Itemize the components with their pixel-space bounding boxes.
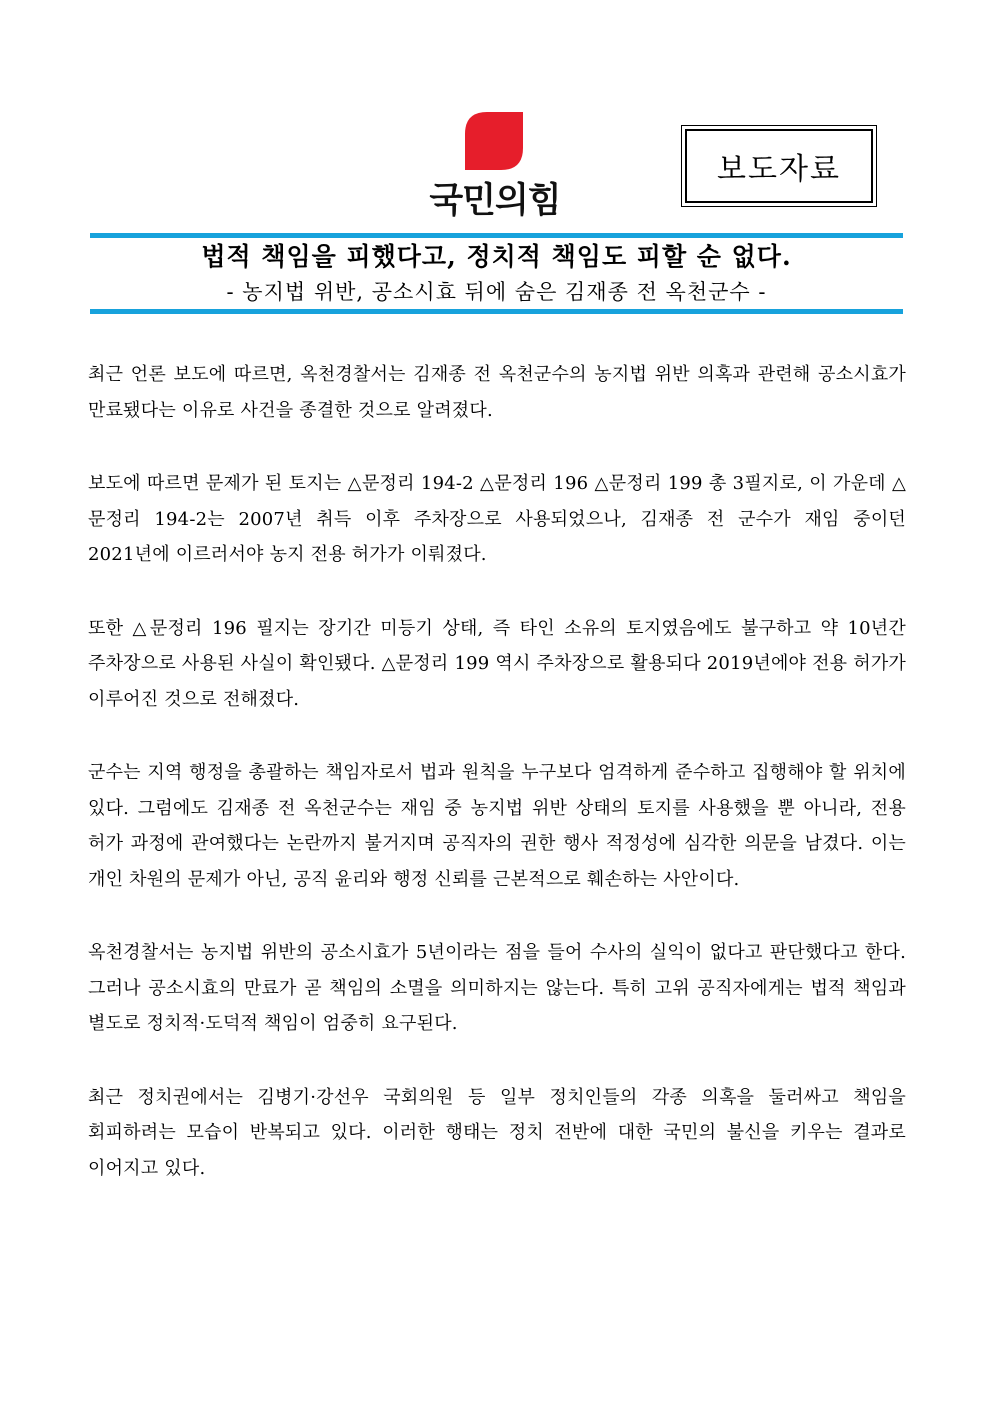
party-logo-text: 국민의힘: [429, 181, 561, 221]
body-paragraph: 또한 △문정리 196 필지는 장기간 미등기 상태, 즉 타인 소유의 토지였음에도 불구하고 약 10년간 주차장으로 사용된 사실이 확인됐다. △문정리 199 역시 주차장으로 활용되다 2019년에야 전용 허가가 이루어진 것으로 전해졌다.: [88, 617, 906, 710]
press-release-label-box: [681, 125, 877, 207]
body-paragraph: 최근 정치권에서는 김병기·강선우 국회의원 등 일부 정치인들의 각종 의혹을 둘러싸고 책임을 회피하려는 모습이 반복되고 있다. 이러한 행태는 정치 전반에 대한 국민의 불신을 키우는 결과로 이어지고 있다.: [88, 1086, 906, 1179]
headline: 법적 책임을 피했다고, 정치적 책임도 피할 순 없다.: [201, 242, 792, 271]
body-paragraph: 옥천경찰서는 농지법 위반의 공소시효가 5년이라는 점을 들어 수사의 실익이 없다고 판단했다고 한다. 그러나 공소시효의 만료가 곧 책임의 소멸을 의미하지는 않는다. 특히 고위 공직자에게는 법적 책임과 별도로 정치적·도덕적 책임이 엄중히 요구된다.: [88, 942, 906, 1034]
body-paragraph: 최근 언론 보도에 따르면, 옥천경찰서는 김재종 전 옥천군수의 농지법 위반 의혹과 관련해 공소시효가 만료됐다는 이유로 사건을 종결한 것으로 알려졌다.: [88, 364, 906, 421]
body-text: [88, 357, 906, 1224]
title-top-rule: [90, 233, 903, 238]
press-release-label: 보도자료: [685, 129, 873, 203]
party-logo-mark: [465, 112, 523, 170]
body-paragraph: 군수는 지역 행정을 총괄하는 책임자로서 법과 원칙을 누구보다 엄격하게 준수하고 집행해야 할 위치에 있다. 그럼에도 김재종 전 옥천군수는 재임 중 농지법 위반 상태의 토지를 사용했을 뿐 아니라, 전용 허가 과정에 관여했다는 논란까지 불거지며 공직자의 권한 행사 적정성에 심각한 의문을 남겼다. 이는 개인 차원의 문제가 아닌, 공직 윤리와 행정 신뢰를 근본적으로 훼손하는 사안이다.: [88, 762, 906, 890]
title-bottom-rule: [90, 309, 903, 314]
body-paragraph: 보도에 따르면 문제가 된 토지는 △문정리 194-2 △문정리 196 △문정리 199 총 3필지로, 이 가운데 △문정리 194-2는 2007년 취득 이후 주차장으로 사용되었으나, 김재종 전 군수가 재임 중이던 2021년에 이르러서야 농지 전용 허가가 이뤄졌다.: [88, 473, 906, 565]
subheadline: - 농지법 위반, 공소시효 뒤에 숨은 김재종 전 옥천군수 -: [226, 280, 767, 304]
